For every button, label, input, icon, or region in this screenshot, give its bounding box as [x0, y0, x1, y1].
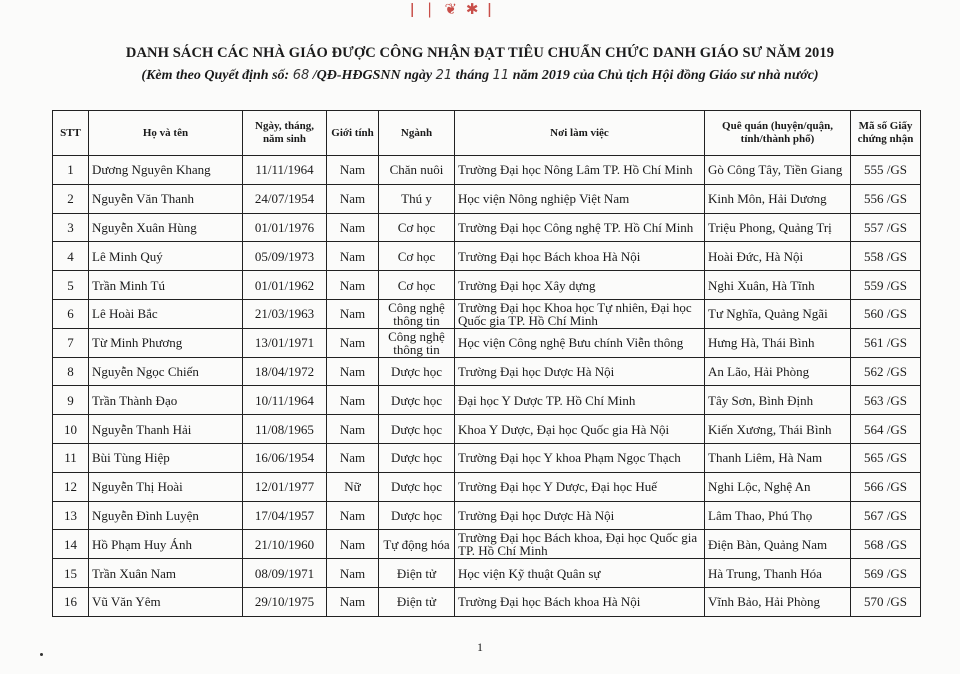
- cell-hometown: Kinh Môn, Hải Dương: [705, 184, 851, 213]
- cell-dob: 21/10/1960: [243, 530, 327, 559]
- cell-certificate: 559 /GS: [851, 271, 921, 300]
- table-row: [53, 501, 921, 530]
- cell-workplace: Học viện Công nghệ Bưu chính Viễn thông: [455, 328, 705, 357]
- cell-dob: 08/09/1971: [243, 559, 327, 588]
- cell-hometown: Nghi Xuân, Hà Tĩnh: [705, 271, 851, 300]
- cell-hometown: Tây Sơn, Bình Định: [705, 386, 851, 415]
- cell-workplace: Trường Đại học Dược Hà Nội: [455, 501, 705, 530]
- cell-certificate: 567 /GS: [851, 501, 921, 530]
- cell-gender: Nam: [327, 587, 379, 616]
- professor-list-table: [52, 110, 921, 617]
- cell-field: Dược học: [379, 386, 455, 415]
- cell-gender: Nam: [327, 530, 379, 559]
- column-header-field: Ngành: [379, 111, 455, 156]
- decision-month: 11: [492, 68, 510, 83]
- cell-workplace: Khoa Y Dược, Đại học Quốc gia Hà Nội: [455, 415, 705, 444]
- table-row: [53, 299, 921, 328]
- cell-field: Điện tử: [379, 559, 455, 588]
- cell-stt: 11: [53, 443, 89, 472]
- cell-dob: 05/09/1973: [243, 242, 327, 271]
- cell-workplace: Trường Đại học Bách khoa, Đại học Quốc gia TP. Hồ Chí Minh: [455, 530, 705, 559]
- cell-stt: 3: [53, 213, 89, 242]
- table-row: [53, 271, 921, 300]
- cell-hometown: Tư Nghĩa, Quảng Ngãi: [705, 299, 851, 328]
- table-row: [53, 386, 921, 415]
- column-header-stt: STT: [53, 111, 89, 156]
- decision-day: 21: [435, 68, 453, 83]
- column-header-workplace: Nơi làm việc: [455, 111, 705, 156]
- cell-dob: 01/01/1962: [243, 271, 327, 300]
- cell-field: Công nghệ thông tin: [379, 299, 455, 328]
- cell-hometown: Thanh Liêm, Hà Nam: [705, 443, 851, 472]
- cell-name: Hồ Phạm Huy Ánh: [89, 530, 243, 559]
- cell-stt: 1: [53, 156, 89, 185]
- cell-certificate: 561 /GS: [851, 328, 921, 357]
- cell-field: Dược học: [379, 415, 455, 444]
- cell-workplace: Trường Đại học Bách khoa Hà Nội: [455, 242, 705, 271]
- cell-certificate: 563 /GS: [851, 386, 921, 415]
- cell-gender: Nam: [327, 443, 379, 472]
- cell-gender: Nam: [327, 184, 379, 213]
- cell-workplace: Trường Đại học Y Dược, Đại học Huế: [455, 472, 705, 501]
- table-header-row: [53, 111, 921, 156]
- cell-hometown: Lâm Thao, Phú Thọ: [705, 501, 851, 530]
- cell-dob: 01/01/1976: [243, 213, 327, 242]
- cell-workplace: Học viện Kỹ thuật Quân sự: [455, 559, 705, 588]
- cell-name: Trần Thành Đạo: [89, 386, 243, 415]
- cell-workplace: Học viện Nông nghiệp Việt Nam: [455, 184, 705, 213]
- cell-name: Nguyễn Văn Thanh: [89, 184, 243, 213]
- cell-hometown: An Lão, Hải Phòng: [705, 357, 851, 386]
- red-stamp-mark: ǀ ❘ ❦ ✱ ǀ: [410, 0, 494, 18]
- cell-field: Dược học: [379, 443, 455, 472]
- cell-name: Nguyễn Xuân Hùng: [89, 213, 243, 242]
- cell-gender: Nam: [327, 271, 379, 300]
- cell-workplace: Trường Đại học Khoa học Tự nhiên, Đại học Quốc gia TP. Hồ Chí Minh: [455, 299, 705, 328]
- cell-dob: 11/08/1965: [243, 415, 327, 444]
- cell-gender: Nam: [327, 386, 379, 415]
- table-body: [53, 156, 921, 617]
- column-header-certificate: Mã số Giấy chứng nhận: [851, 111, 921, 156]
- cell-field: Chăn nuôi: [379, 156, 455, 185]
- cell-dob: 13/01/1971: [243, 328, 327, 357]
- subtitle-mid1: /QĐ-HĐGSNN ngày: [312, 68, 433, 83]
- table-row: [53, 443, 921, 472]
- cell-workplace: Trường Đại học Bách khoa Hà Nội: [455, 587, 705, 616]
- document-title: DANH SÁCH CÁC NHÀ GIÁO ĐƯỢC CÔNG NHẬN ĐẠT TIÊU CHUẨN CHỨC DANH GIÁO SƯ NĂM 2019: [125, 45, 835, 61]
- cell-stt: 8: [53, 357, 89, 386]
- cell-hometown: Triệu Phong, Quảng Trị: [705, 213, 851, 242]
- cell-gender: Nam: [327, 501, 379, 530]
- cell-field: Dược học: [379, 472, 455, 501]
- cell-certificate: 564 /GS: [851, 415, 921, 444]
- table-row: [53, 328, 921, 357]
- cell-dob: 16/06/1954: [243, 443, 327, 472]
- cell-name: Nguyễn Thanh Hải: [89, 415, 243, 444]
- cell-dob: 11/11/1964: [243, 156, 327, 185]
- cell-hometown: Vĩnh Bảo, Hải Phòng: [705, 587, 851, 616]
- cell-certificate: 562 /GS: [851, 357, 921, 386]
- cell-dob: 18/04/1972: [243, 357, 327, 386]
- cell-stt: 13: [53, 501, 89, 530]
- cell-field: Dược học: [379, 501, 455, 530]
- cell-stt: 9: [53, 386, 89, 415]
- cell-certificate: 557 /GS: [851, 213, 921, 242]
- cell-gender: Nam: [327, 299, 379, 328]
- cell-field: Điện tử: [379, 587, 455, 616]
- cell-name: Dương Nguyên Khang: [89, 156, 243, 185]
- cell-gender: Nam: [327, 357, 379, 386]
- cell-hometown: Hoài Đức, Hà Nội: [705, 242, 851, 271]
- table-row: [53, 415, 921, 444]
- cell-field: Công nghệ thông tin: [379, 328, 455, 357]
- cell-name: Lê Minh Quý: [89, 242, 243, 271]
- cell-field: Tự động hóa: [379, 530, 455, 559]
- cell-workplace: Trường Đại học Công nghệ TP. Hồ Chí Minh: [455, 213, 705, 242]
- cell-name: Trần Minh Tú: [89, 271, 243, 300]
- cell-workplace: Trường Đại học Nông Lâm TP. Hồ Chí Minh: [455, 156, 705, 185]
- cell-stt: 7: [53, 328, 89, 357]
- table-row: [53, 530, 921, 559]
- cell-name: Vũ Văn Yêm: [89, 587, 243, 616]
- cell-dob: 24/07/1954: [243, 184, 327, 213]
- column-header-hometown: Quê quán (huyện/quận, tỉnh/thành phố): [705, 111, 851, 156]
- page-number: 1: [477, 640, 483, 654]
- cell-dob: 12/01/1977: [243, 472, 327, 501]
- cell-dob: 29/10/1975: [243, 587, 327, 616]
- cell-stt: 15: [53, 559, 89, 588]
- cell-certificate: 565 /GS: [851, 443, 921, 472]
- cell-gender: Nam: [327, 156, 379, 185]
- cell-workplace: Trường Đại học Y khoa Phạm Ngọc Thạch: [455, 443, 705, 472]
- cell-field: Cơ học: [379, 213, 455, 242]
- cell-hometown: Gò Công Tây, Tiền Giang: [705, 156, 851, 185]
- cell-field: Cơ học: [379, 271, 455, 300]
- table-row: [53, 357, 921, 386]
- column-header-name: Họ và tên: [89, 111, 243, 156]
- table-row: [53, 184, 921, 213]
- cell-gender: Nam: [327, 415, 379, 444]
- cell-name: Nguyễn Thị Hoài: [89, 472, 243, 501]
- cell-certificate: 555 /GS: [851, 156, 921, 185]
- cell-gender: Nữ: [327, 472, 379, 501]
- table-row: [53, 213, 921, 242]
- cell-name: Từ Minh Phương: [89, 328, 243, 357]
- cell-gender: Nam: [327, 559, 379, 588]
- cell-hometown: Nghi Lộc, Nghệ An: [705, 472, 851, 501]
- cell-certificate: 558 /GS: [851, 242, 921, 271]
- subtitle-pre: (Kèm theo Quyết định số:: [141, 68, 290, 83]
- cell-stt: 12: [53, 472, 89, 501]
- cell-gender: Nam: [327, 328, 379, 357]
- cell-dob: 21/03/1963: [243, 299, 327, 328]
- cell-name: Nguyễn Ngọc Chiến: [89, 357, 243, 386]
- cell-stt: 5: [53, 271, 89, 300]
- decision-number: 68: [292, 68, 310, 83]
- cell-certificate: 570 /GS: [851, 587, 921, 616]
- cell-name: Trần Xuân Nam: [89, 559, 243, 588]
- cell-hometown: Hưng Hà, Thái Bình: [705, 328, 851, 357]
- cell-stt: 4: [53, 242, 89, 271]
- cell-certificate: 566 /GS: [851, 472, 921, 501]
- table-row: [53, 472, 921, 501]
- cell-name: Bùi Tùng Hiệp: [89, 443, 243, 472]
- cell-gender: Nam: [327, 213, 379, 242]
- cell-name: Lê Hoài Bắc: [89, 299, 243, 328]
- cell-hometown: Hà Trung, Thanh Hóa: [705, 559, 851, 588]
- cell-hometown: Điện Bàn, Quảng Nam: [705, 530, 851, 559]
- column-header-dob: Ngày, tháng, năm sinh: [243, 111, 327, 156]
- cell-workplace: Trường Đại học Dược Hà Nội: [455, 357, 705, 386]
- cell-certificate: 560 /GS: [851, 299, 921, 328]
- cell-name: Nguyễn Đình Luyện: [89, 501, 243, 530]
- subtitle-post: năm 2019 của Chủ tịch Hội đồng Giáo sư nhà nước): [512, 68, 819, 83]
- column-header-gender: Giới tính: [327, 111, 379, 156]
- cell-field: Thú y: [379, 184, 455, 213]
- cell-hometown: Kiến Xương, Thái Bình: [705, 415, 851, 444]
- table-row: [53, 242, 921, 271]
- cell-stt: 10: [53, 415, 89, 444]
- cell-stt: 6: [53, 299, 89, 328]
- document-subtitle: [0, 68, 960, 84]
- cell-stt: 2: [53, 184, 89, 213]
- cell-field: Dược học: [379, 357, 455, 386]
- subtitle-mid2: tháng: [455, 68, 490, 83]
- cell-workplace: Đại học Y Dược TP. Hồ Chí Minh: [455, 386, 705, 415]
- table-row: [53, 587, 921, 616]
- cell-certificate: 568 /GS: [851, 530, 921, 559]
- cell-dob: 10/11/1964: [243, 386, 327, 415]
- table-row: [53, 156, 921, 185]
- cell-certificate: 556 /GS: [851, 184, 921, 213]
- scan-speck: [40, 653, 43, 656]
- cell-stt: 14: [53, 530, 89, 559]
- table-row: [53, 559, 921, 588]
- cell-field: Cơ học: [379, 242, 455, 271]
- cell-stt: 16: [53, 587, 89, 616]
- cell-workplace: Trường Đại học Xây dựng: [455, 271, 705, 300]
- cell-certificate: 569 /GS: [851, 559, 921, 588]
- cell-dob: 17/04/1957: [243, 501, 327, 530]
- cell-gender: Nam: [327, 242, 379, 271]
